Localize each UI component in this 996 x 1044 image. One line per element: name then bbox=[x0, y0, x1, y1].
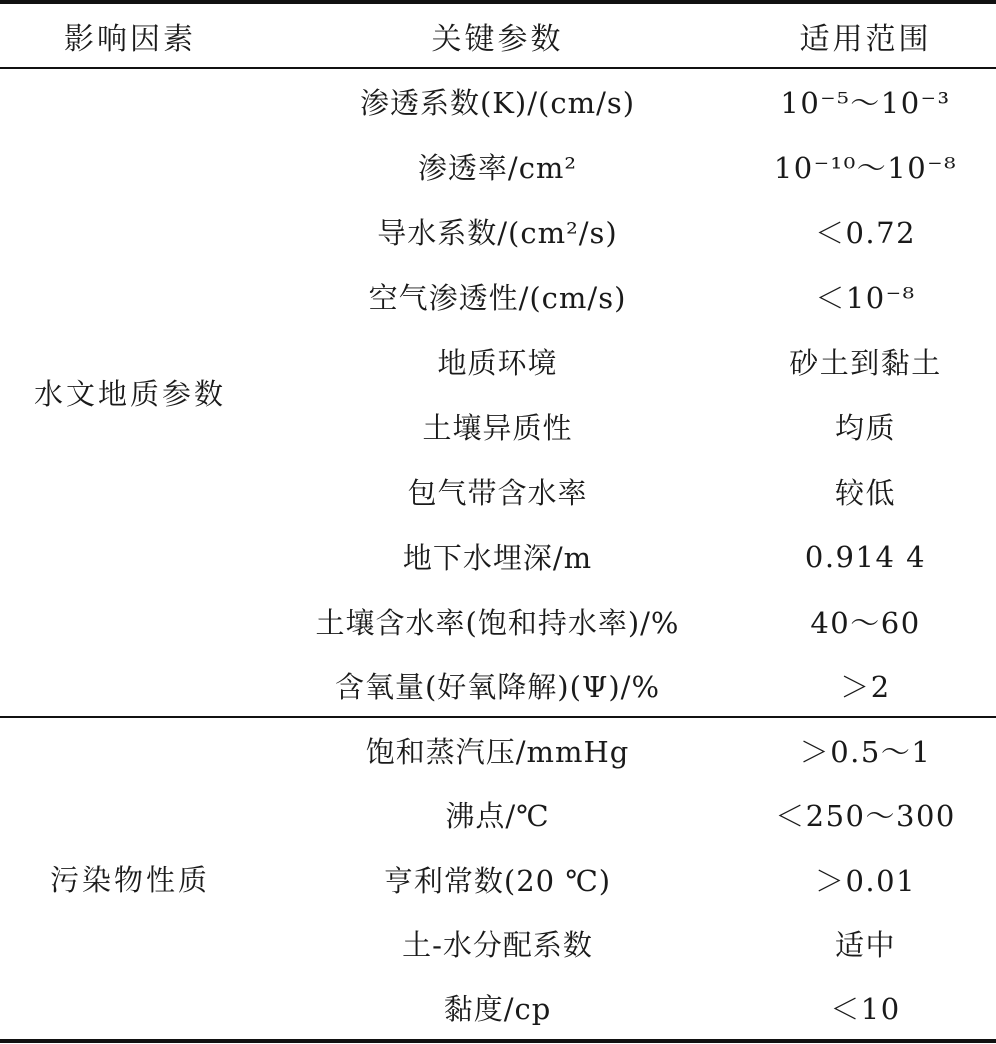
range-cell: 适中 bbox=[834, 928, 896, 962]
range-cell: ＜0.72 bbox=[814, 216, 917, 250]
header-factor: 影响因素 bbox=[64, 21, 196, 57]
param-cell: 含氧量(好氧降解)(Ψ)/% bbox=[334, 670, 660, 704]
param-cell: 渗透率/cm² bbox=[417, 151, 578, 185]
param-cell: 土-水分配系数 bbox=[402, 928, 593, 962]
range-cell: 40～60 bbox=[810, 606, 921, 640]
range-cell: ＞2 bbox=[840, 670, 891, 704]
range-cell: 10⁻⁵～10⁻³ bbox=[780, 86, 951, 120]
table-bottom-rule bbox=[0, 1039, 996, 1043]
range-cell: 均质 bbox=[834, 411, 896, 445]
group-factor-hydrogeology: 水文地质参数 bbox=[33, 377, 226, 411]
param-cell: 空气渗透性/(cm/s) bbox=[368, 281, 627, 315]
param-cell: 包气带含水率 bbox=[407, 476, 588, 510]
param-cell: 亨利常数(20 ℃) bbox=[383, 864, 612, 898]
param-cell: 土壤异质性 bbox=[422, 411, 573, 445]
range-cell: 0.914 4 bbox=[804, 539, 927, 574]
range-cell: 砂土到黏土 bbox=[789, 346, 942, 380]
param-cell: 地质环境 bbox=[437, 346, 558, 380]
group-factor-pollutant: 污染物性质 bbox=[49, 863, 210, 897]
header-parameter: 关键参数 bbox=[431, 21, 564, 57]
range-cell: ＜250～300 bbox=[775, 799, 956, 833]
param-cell: 黏度/cp bbox=[443, 992, 552, 1026]
header-range: 适用范围 bbox=[799, 21, 932, 57]
param-cell: 饱和蒸汽压/mmHg bbox=[365, 735, 630, 769]
range-cell: ＞0.01 bbox=[814, 864, 917, 898]
param-cell: 导水系数/(cm²/s) bbox=[377, 216, 618, 250]
range-cell: 较低 bbox=[834, 476, 896, 510]
range-cell: ＞0.5～1 bbox=[799, 735, 932, 769]
range-cell: 10⁻¹⁰～10⁻⁸ bbox=[773, 151, 958, 185]
param-cell: 土壤含水率(饱和持水率)/% bbox=[315, 606, 680, 640]
param-cell: 地下水埋深/m bbox=[402, 541, 593, 575]
range-cell: ＜10⁻⁸ bbox=[815, 281, 916, 315]
range-cell: ＜10 bbox=[830, 992, 901, 1026]
param-cell: 沸点/℃ bbox=[445, 799, 550, 833]
param-cell: 渗透系数(K)/(cm/s) bbox=[359, 86, 636, 120]
